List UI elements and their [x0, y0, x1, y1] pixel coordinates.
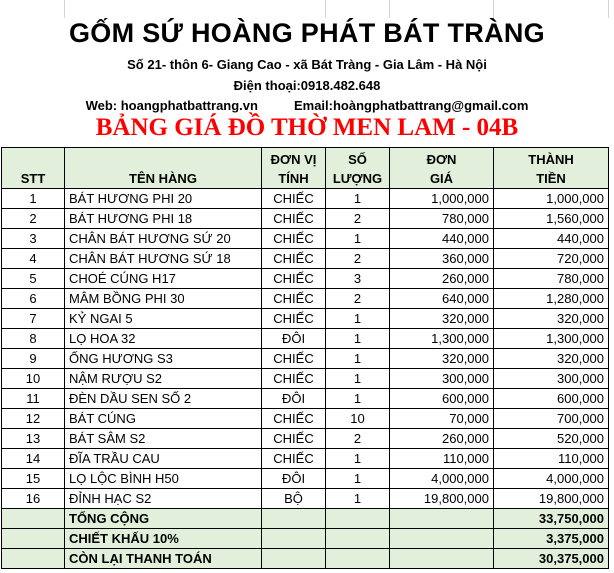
table-row	[2, 209, 609, 229]
gridline	[64, 0, 65, 18]
summary-value: 30,375,000	[494, 549, 609, 569]
cell-unit: CHIẾC	[262, 349, 326, 369]
empty-cell	[390, 529, 494, 549]
cell-unit: CHIẾC	[262, 309, 326, 329]
empty-cell	[262, 529, 326, 549]
cell-unit-price: 300,000	[390, 369, 494, 389]
table-row	[2, 449, 609, 469]
cell-line-total: 320,000	[494, 309, 609, 329]
cell-quantity: 2	[326, 289, 390, 309]
cell-quantity: 1	[326, 189, 390, 209]
sheet-title: BẢNG GIÁ ĐỒ THỜ MEN LAM - 04B	[95, 114, 519, 141]
cell-quantity: 10	[326, 409, 390, 429]
empty-cell	[390, 509, 494, 529]
cell-unit-price: 4,000,000	[390, 469, 494, 489]
cell-quantity: 2	[326, 209, 390, 229]
col-price: ĐƠN GIÁ	[390, 148, 494, 189]
cell-line-total: 720,000	[494, 249, 609, 269]
empty-cell	[326, 549, 390, 569]
cell-unit-price: 600,000	[390, 389, 494, 409]
cell-item-name: BÁT CÚNG	[65, 409, 262, 429]
table-row	[2, 349, 609, 369]
cell-line-total: 1,280,000	[494, 289, 609, 309]
table-row	[2, 469, 609, 489]
cell-item-name: CHÂN BÁT HƯƠNG SỨ 20	[65, 229, 262, 249]
col-unit: ĐƠN VỊ TÍNH	[262, 148, 326, 189]
address: Số 21- thôn 6- Giang Cao - xã Bát Tràng - Gia Lâm - Hà Nội	[127, 57, 487, 72]
cell-unit-price: 440,000	[390, 229, 494, 249]
table-row	[2, 189, 609, 209]
cell-item-name: NẬM RƯỢU S2	[65, 369, 262, 389]
cell-unit: ĐÔI	[262, 389, 326, 409]
cell-unit-price: 70,000	[390, 409, 494, 429]
col-total: THÀNH TIỀN	[494, 148, 609, 189]
summary-label: TỔNG CỘNG	[65, 509, 262, 529]
cell-stt: 13	[2, 429, 65, 449]
cell-line-total: 1,300,000	[494, 329, 609, 349]
cell-stt: 3	[2, 229, 65, 249]
table-row	[2, 389, 609, 409]
table-row	[2, 329, 609, 349]
cell-quantity: 1	[326, 449, 390, 469]
table-header	[2, 148, 609, 189]
col-qty: SỐ LƯỢNG	[326, 148, 390, 189]
cell-item-name: ỐNG HƯƠNG S3	[65, 349, 262, 369]
cell-unit: CHIẾC	[262, 429, 326, 449]
col-name: TÊN HÀNG	[65, 148, 262, 189]
contact-line	[0, 98, 614, 113]
cell-item-name: LỌ HOA 32	[65, 329, 262, 349]
cell-unit: CHIẾC	[262, 189, 326, 209]
cell-stt: 5	[2, 269, 65, 289]
cell-item-name: ĐÈN DẦU SEN SỐ 2	[65, 389, 262, 409]
cell-line-total: 600,000	[494, 389, 609, 409]
cell-stt: 10	[2, 369, 65, 389]
cell-unit: CHIẾC	[262, 449, 326, 469]
cell-stt: 6	[2, 289, 65, 309]
cell-unit-price: 1,000,000	[390, 189, 494, 209]
gridline	[493, 0, 494, 18]
cell-unit-price: 110,000	[390, 449, 494, 469]
cell-unit: ĐÔI	[262, 469, 326, 489]
table-row	[2, 249, 609, 269]
cell-unit: CHIẾC	[262, 269, 326, 289]
cell-line-total: 700,000	[494, 409, 609, 429]
table-row	[2, 269, 609, 289]
cell-stt: 8	[2, 329, 65, 349]
cell-unit: CHIẾC	[262, 369, 326, 389]
cell-stt: 14	[2, 449, 65, 469]
cell-item-name: BÁT HƯƠNG PHI 20	[65, 189, 262, 209]
cell-item-name: CHÂN BÁT HƯƠNG SỨ 18	[65, 249, 262, 269]
company-name: GỐM SỨ HOÀNG PHÁT BÁT TRÀNG	[69, 18, 545, 48]
empty-cell	[326, 509, 390, 529]
cell-stt: 15	[2, 469, 65, 489]
cell-line-total: 320,000	[494, 349, 609, 369]
table-row	[2, 289, 609, 309]
table-row	[2, 229, 609, 249]
website: Web: hoangphatbattrang.vn	[85, 98, 258, 113]
empty-cell	[326, 529, 390, 549]
cell-item-name: MÂM BỒNG PHI 30	[65, 289, 262, 309]
empty-cell	[2, 529, 65, 549]
cell-item-name: LỌ LỘC BÌNH H50	[65, 469, 262, 489]
cell-quantity: 2	[326, 249, 390, 269]
cell-unit-price: 780,000	[390, 209, 494, 229]
cell-stt: 1	[2, 189, 65, 209]
cell-item-name: ĐĨA TRẦU CAU	[65, 449, 262, 469]
cell-unit: CHIẾC	[262, 289, 326, 309]
empty-cell	[262, 549, 326, 569]
phone: Điện thoại:0918.482.648	[233, 78, 381, 93]
cell-line-total: 110,000	[494, 449, 609, 469]
cell-stt: 4	[2, 249, 65, 269]
table-row	[2, 429, 609, 449]
cell-unit: CHIẾC	[262, 229, 326, 249]
cell-unit: CHIẾC	[262, 249, 326, 269]
empty-cell	[390, 549, 494, 569]
cell-stt: 7	[2, 309, 65, 329]
cell-unit: CHIẾC	[262, 209, 326, 229]
empty-cell	[262, 509, 326, 529]
gridline	[608, 0, 609, 18]
cell-quantity: 1	[326, 329, 390, 349]
col-stt: STT	[2, 148, 65, 189]
cell-quantity: 3	[326, 269, 390, 289]
email: Email:hoàngphatbattrang@gmail.com	[293, 98, 529, 113]
summary-row	[2, 509, 609, 529]
summary-row	[2, 549, 609, 569]
cell-line-total: 440,000	[494, 229, 609, 249]
cell-quantity: 2	[326, 429, 390, 449]
cell-stt: 16	[2, 489, 65, 509]
cell-stt: 2	[2, 209, 65, 229]
cell-unit-price: 260,000	[390, 429, 494, 449]
cell-unit-price: 19,800,000	[390, 489, 494, 509]
cell-unit-price: 320,000	[390, 349, 494, 369]
summary-value: 33,750,000	[494, 509, 609, 529]
summary-row	[2, 529, 609, 549]
table-row	[2, 309, 609, 329]
cell-stt: 11	[2, 389, 65, 409]
empty-cell	[2, 509, 65, 529]
cell-line-total: 1,000,000	[494, 189, 609, 209]
cell-item-name: CHOÉ CÚNG H17	[65, 269, 262, 289]
cell-line-total: 19,800,000	[494, 489, 609, 509]
cell-quantity: 1	[326, 389, 390, 409]
price-table	[1, 147, 609, 569]
cell-unit-price: 360,000	[390, 249, 494, 269]
cell-unit-price: 260,000	[390, 269, 494, 289]
summary-label: CÒN LẠI THANH TOÁN	[65, 549, 262, 569]
cell-line-total: 1,560,000	[494, 209, 609, 229]
table-row	[2, 369, 609, 389]
cell-unit: CHIẾC	[262, 409, 326, 429]
table-row	[2, 489, 609, 509]
table-row	[2, 409, 609, 429]
summary-label: CHIẾT KHẤU 10%	[65, 529, 262, 549]
cell-quantity: 1	[326, 349, 390, 369]
cell-stt: 9	[2, 349, 65, 369]
empty-cell	[2, 549, 65, 569]
cell-unit-price: 320,000	[390, 309, 494, 329]
cell-quantity: 1	[326, 469, 390, 489]
cell-item-name: ĐỈNH HẠC S2	[65, 489, 262, 509]
cell-quantity: 1	[326, 369, 390, 389]
cell-unit: ĐÔI	[262, 329, 326, 349]
cell-line-total: 4,000,000	[494, 469, 609, 489]
cell-item-name: BÁT HƯƠNG PHI 18	[65, 209, 262, 229]
cell-item-name: KỶ NGAI 5	[65, 309, 262, 329]
cell-line-total: 520,000	[494, 429, 609, 449]
cell-item-name: BÁT SÂM S2	[65, 429, 262, 449]
cell-unit-price: 640,000	[390, 289, 494, 309]
gridline	[389, 0, 390, 18]
cell-quantity: 1	[326, 229, 390, 249]
cell-unit-price: 1,300,000	[390, 329, 494, 349]
cell-stt: 12	[2, 409, 65, 429]
cell-unit: BỘ	[262, 489, 326, 509]
cell-quantity: 1	[326, 489, 390, 509]
cell-line-total: 300,000	[494, 369, 609, 389]
gridline	[325, 0, 326, 18]
cell-quantity: 1	[326, 309, 390, 329]
summary-value: 3,375,000	[494, 529, 609, 549]
cell-line-total: 780,000	[494, 269, 609, 289]
